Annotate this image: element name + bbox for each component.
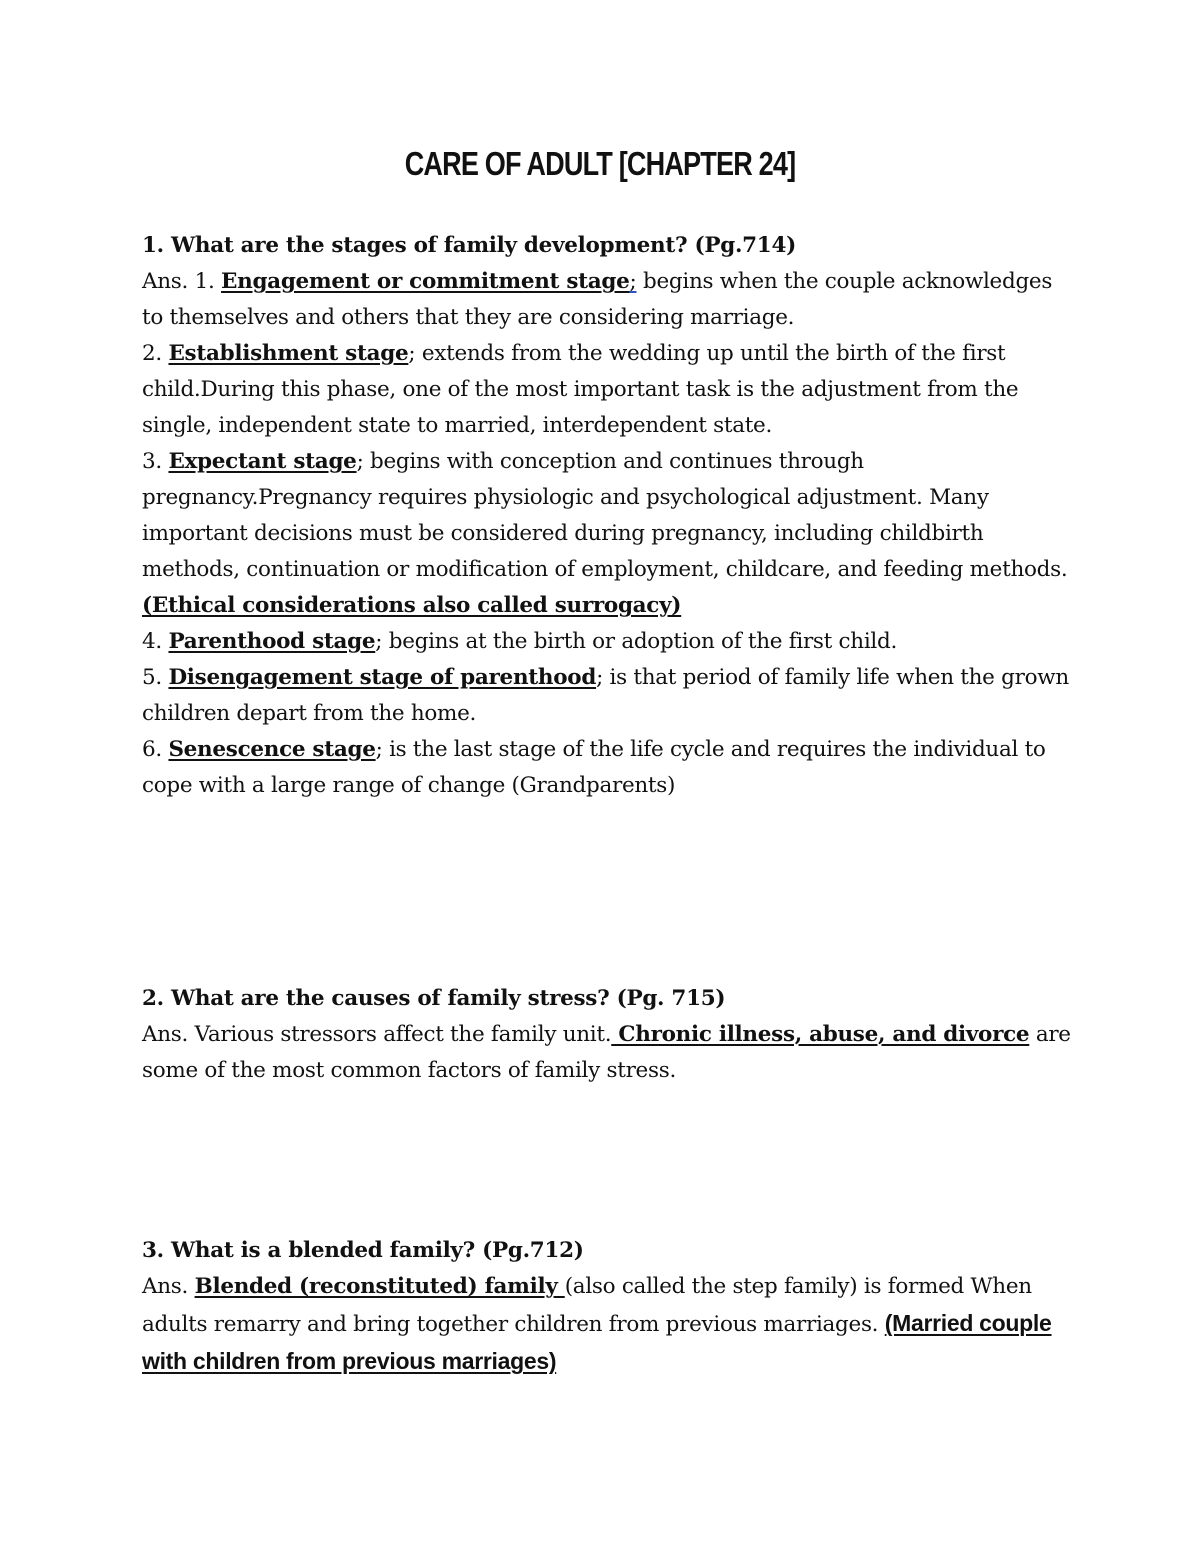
stage-4-text: ; begins at the birth or adoption of the first child. [375,629,897,654]
stage-3-note: (Ethical considerations also called surrogacy) [142,593,682,618]
stage-1-name: Engagement or commitment stage [221,269,630,294]
question-2-answer [142,1017,1072,1089]
stage-6-text: ; is the last stage of the life cycle and requires the individual to cope with a large range of change (Grandparents) [142,737,1046,798]
stage-2-number: 2. [142,341,169,366]
stage-4-number: 4. [142,629,169,654]
blended-family-term: Blended (reconstituted) family [194,1274,565,1299]
stage-3-text: ; begins with conception and continues through pregnancy.Pregnancy requires physiologic and psychological adjustment. Many important decisions must be considered during pregnancy, including childbirth methods, continuation or modification of employment, childcare, and feeding methods. [142,449,1068,582]
question-3-block [142,1233,1072,1381]
answer-3-note: (Married couple with children from previous marriages) [142,1310,1052,1374]
question-3-answer [142,1269,1072,1381]
question-2-block [142,981,1072,1089]
question-2-heading: 2. What are the causes of family stress? (Pg. 715) [142,986,726,1011]
stage-3-name: Expectant stage [168,449,357,474]
stage-2-name: Establishment stage [168,341,409,366]
stage-1-text: begins when the couple acknowledges to themselves and others that they are considering marriage. [142,269,1053,330]
question-3-heading: 3. What is a blended family? (Pg.712) [142,1238,584,1263]
stage-3-number: 3. [142,449,169,474]
stage-4-name: Parenthood stage [168,629,376,654]
question-1-block [142,228,1072,804]
question-1-answer [142,264,1072,804]
stage-6-name: Senescence stage [168,737,376,762]
answer-3-prefix: Ans. [142,1274,195,1299]
stage-5-text: ; is that period of family life when the grown children depart from the home. [142,665,1069,726]
stage-5-number: 5. [142,665,169,690]
answer-3-text: (also called the step family) is formed When adults remarry and bring together children from previous marriages. [142,1274,1032,1337]
stage-2-text: ; extends from the wedding up until the birth of the first child.During this phase, one of the most important task is the adjustment from the single, independent state to married, interdependent state. [142,341,1019,438]
stress-factors: Chronic illness, abuse, and divorce [611,1022,1030,1047]
answer-prefix: Ans. 1. [142,269,222,294]
answer-2-end: are some of the most common factors of family stress. [142,1022,1071,1083]
stage-1-separator: ; [629,269,637,294]
page-title: CARE OF ADULT [CHAPTER 24] [404,145,796,182]
question-1-heading: 1. What are the stages of family development? (Pg.714) [142,233,796,258]
answer-2-text: Ans. Various stressors affect the family unit. [142,1022,612,1047]
stage-5-name: Disengagement stage of parenthood [168,665,597,690]
stage-6-number: 6. [142,737,169,762]
